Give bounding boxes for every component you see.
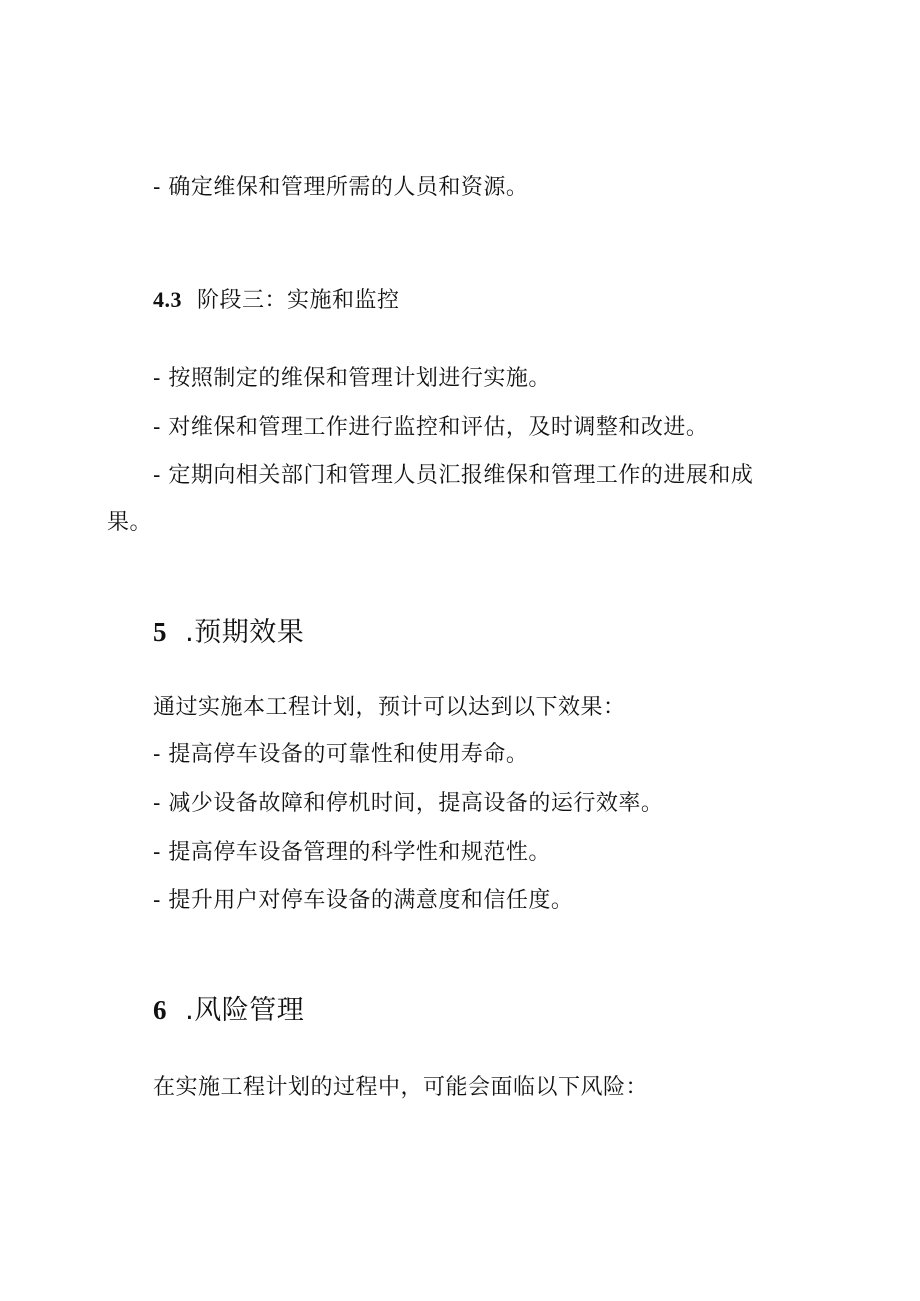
bullet-line-continuation: 果。 xyxy=(107,510,153,535)
section-number: 4.3 xyxy=(153,287,182,312)
section-title: .风险管理 xyxy=(185,995,305,1026)
bullet-line: - 提升用户对停车设备的满意度和信任度。 xyxy=(153,888,574,913)
section-heading-5 xyxy=(153,617,304,648)
bullet-line: - 按照制定的维保和管理计划进行实施。 xyxy=(153,366,551,391)
section-title: 阶段三：实施和监控 xyxy=(197,288,400,313)
section-heading-6 xyxy=(153,995,304,1026)
bullet-line: - 确定维保和管理所需的人员和资源。 xyxy=(153,175,529,200)
section-number: 5 xyxy=(153,617,167,647)
section-title: .预期效果 xyxy=(185,617,305,648)
bullet-line: - 对维保和管理工作进行监控和评估，及时调整和改进。 xyxy=(153,415,709,440)
section-number: 6 xyxy=(153,995,167,1025)
bullet-line: - 提高停车设备的可靠性和使用寿命。 xyxy=(153,742,529,767)
bullet-line: - 提高停车设备管理的科学性和规范性。 xyxy=(153,840,551,865)
paragraph-line: 通过实施本工程计划，预计可以达到以下效果： xyxy=(153,695,626,720)
bullet-line: - 减少设备故障和停机时间，提高设备的运行效率。 xyxy=(153,791,664,816)
bullet-line: - 定期向相关部门和管理人员汇报维保和管理工作的进展和成 xyxy=(153,463,754,488)
section-heading-4-3 xyxy=(153,285,400,316)
paragraph-line: 在实施工程计划的过程中，可能会面临以下风险： xyxy=(153,1075,649,1100)
